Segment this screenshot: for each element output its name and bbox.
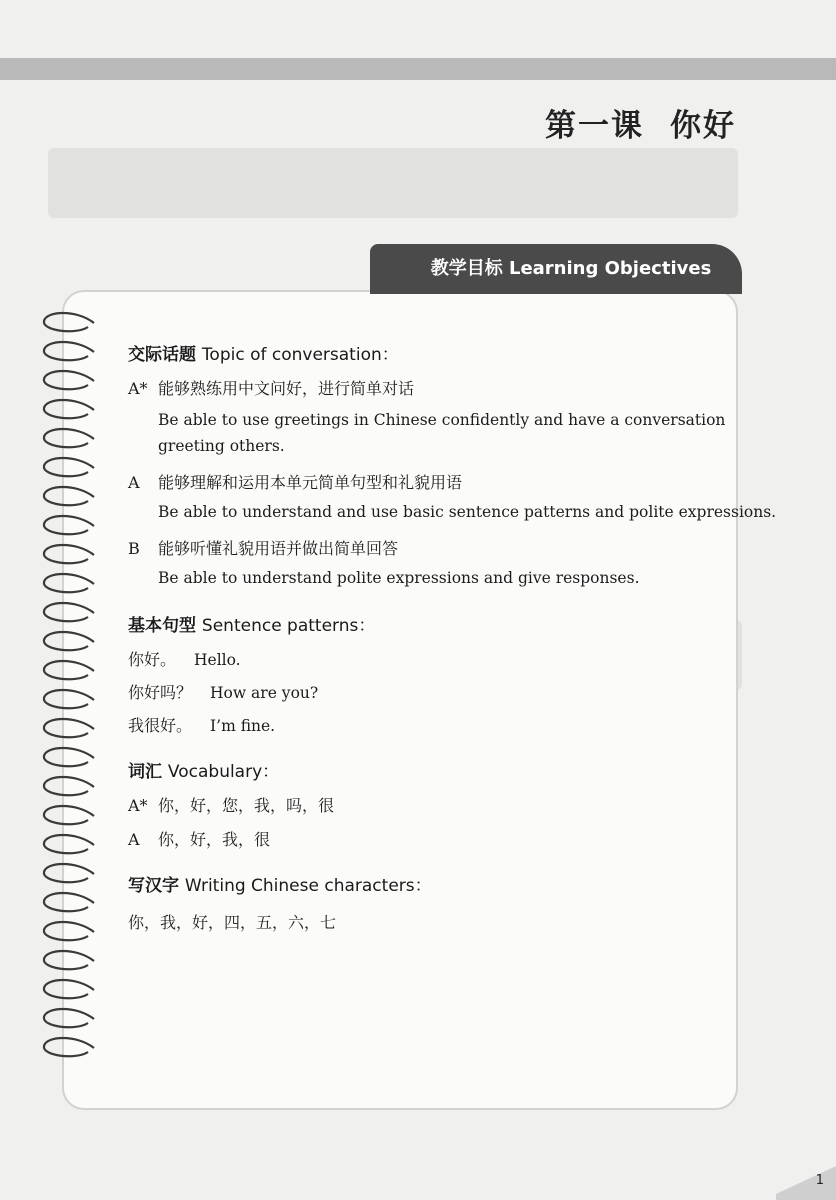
sentence-cn: 你好吗？ (128, 683, 193, 702)
spiral-binding-icon (36, 305, 100, 1075)
topic-item-en: Be able to use greetings in Chinese confidently and have a conversation (158, 411, 726, 429)
sentence-en: Hello. (194, 651, 241, 669)
writing-heading (128, 871, 432, 896)
page-corner (776, 1162, 836, 1200)
topic-item (128, 536, 398, 559)
topic-heading (128, 340, 399, 365)
topic-heading-en: Topic of conversation： (201, 345, 399, 365)
topic-item-en: Be able to understand polite expressions and give responses. (158, 569, 640, 587)
topic-item (128, 376, 414, 399)
writing-heading-en: Writing Chinese characters： (184, 876, 432, 896)
level-label: A (128, 473, 140, 492)
topic-heading-cn: 交际话题 (128, 345, 196, 365)
writing-heading-cn: 写汉字 (128, 876, 179, 896)
vocabulary-words: 你，好，您，我，吗，很 (158, 796, 335, 815)
top-band (0, 58, 836, 80)
sentence-item (128, 680, 318, 703)
topic-item-cn: 能够理解和运用本单元简单句型和礼貌用语 (158, 473, 463, 492)
lesson-number: 第一课 (545, 108, 644, 144)
lesson-title (545, 100, 736, 145)
learning-objectives-tab: 教学目标 Learning Objectives (370, 244, 742, 294)
sentence-heading-cn: 基本句型 (128, 616, 196, 636)
vocabulary-heading-cn: 词汇 (128, 762, 162, 782)
vocabulary-heading (128, 757, 279, 782)
topic-item-cn: 能够听懂礼貌用语并做出简单回答 (158, 539, 399, 558)
vocabulary-words: 你，好，我，很 (158, 830, 271, 849)
sentence-item (128, 647, 241, 670)
vocabulary-item (128, 827, 270, 850)
topic-item (128, 470, 462, 493)
writing-characters: 你，我，好，四，五，六，七 (128, 913, 337, 932)
sentence-item (128, 713, 275, 736)
level-label: A* (128, 796, 148, 815)
vocabulary-item (128, 793, 334, 816)
sentence-en: How are you? (210, 684, 319, 702)
bleed-through-box (48, 148, 738, 218)
vocabulary-heading-en: Vocabulary： (167, 762, 280, 782)
page-number: 1 (815, 1173, 824, 1188)
level-label: A (128, 830, 140, 849)
topic-item-en: Be able to understand and use basic sentence patterns and polite expressions. (158, 503, 777, 521)
sentence-heading (128, 611, 375, 636)
sentence-heading-en: Sentence patterns： (201, 616, 376, 636)
sentence-cn: 我很好。 (128, 716, 193, 735)
level-label: B (128, 539, 140, 558)
sentence-en: I’m fine. (210, 717, 276, 735)
topic-item-en-cont: greeting others. (158, 437, 285, 455)
lesson-name: 你好 (670, 108, 736, 144)
topic-item-cn: 能够熟练用中文问好，进行简单对话 (158, 379, 415, 398)
level-label: A* (128, 379, 148, 398)
sentence-cn: 你好。 (128, 650, 177, 669)
